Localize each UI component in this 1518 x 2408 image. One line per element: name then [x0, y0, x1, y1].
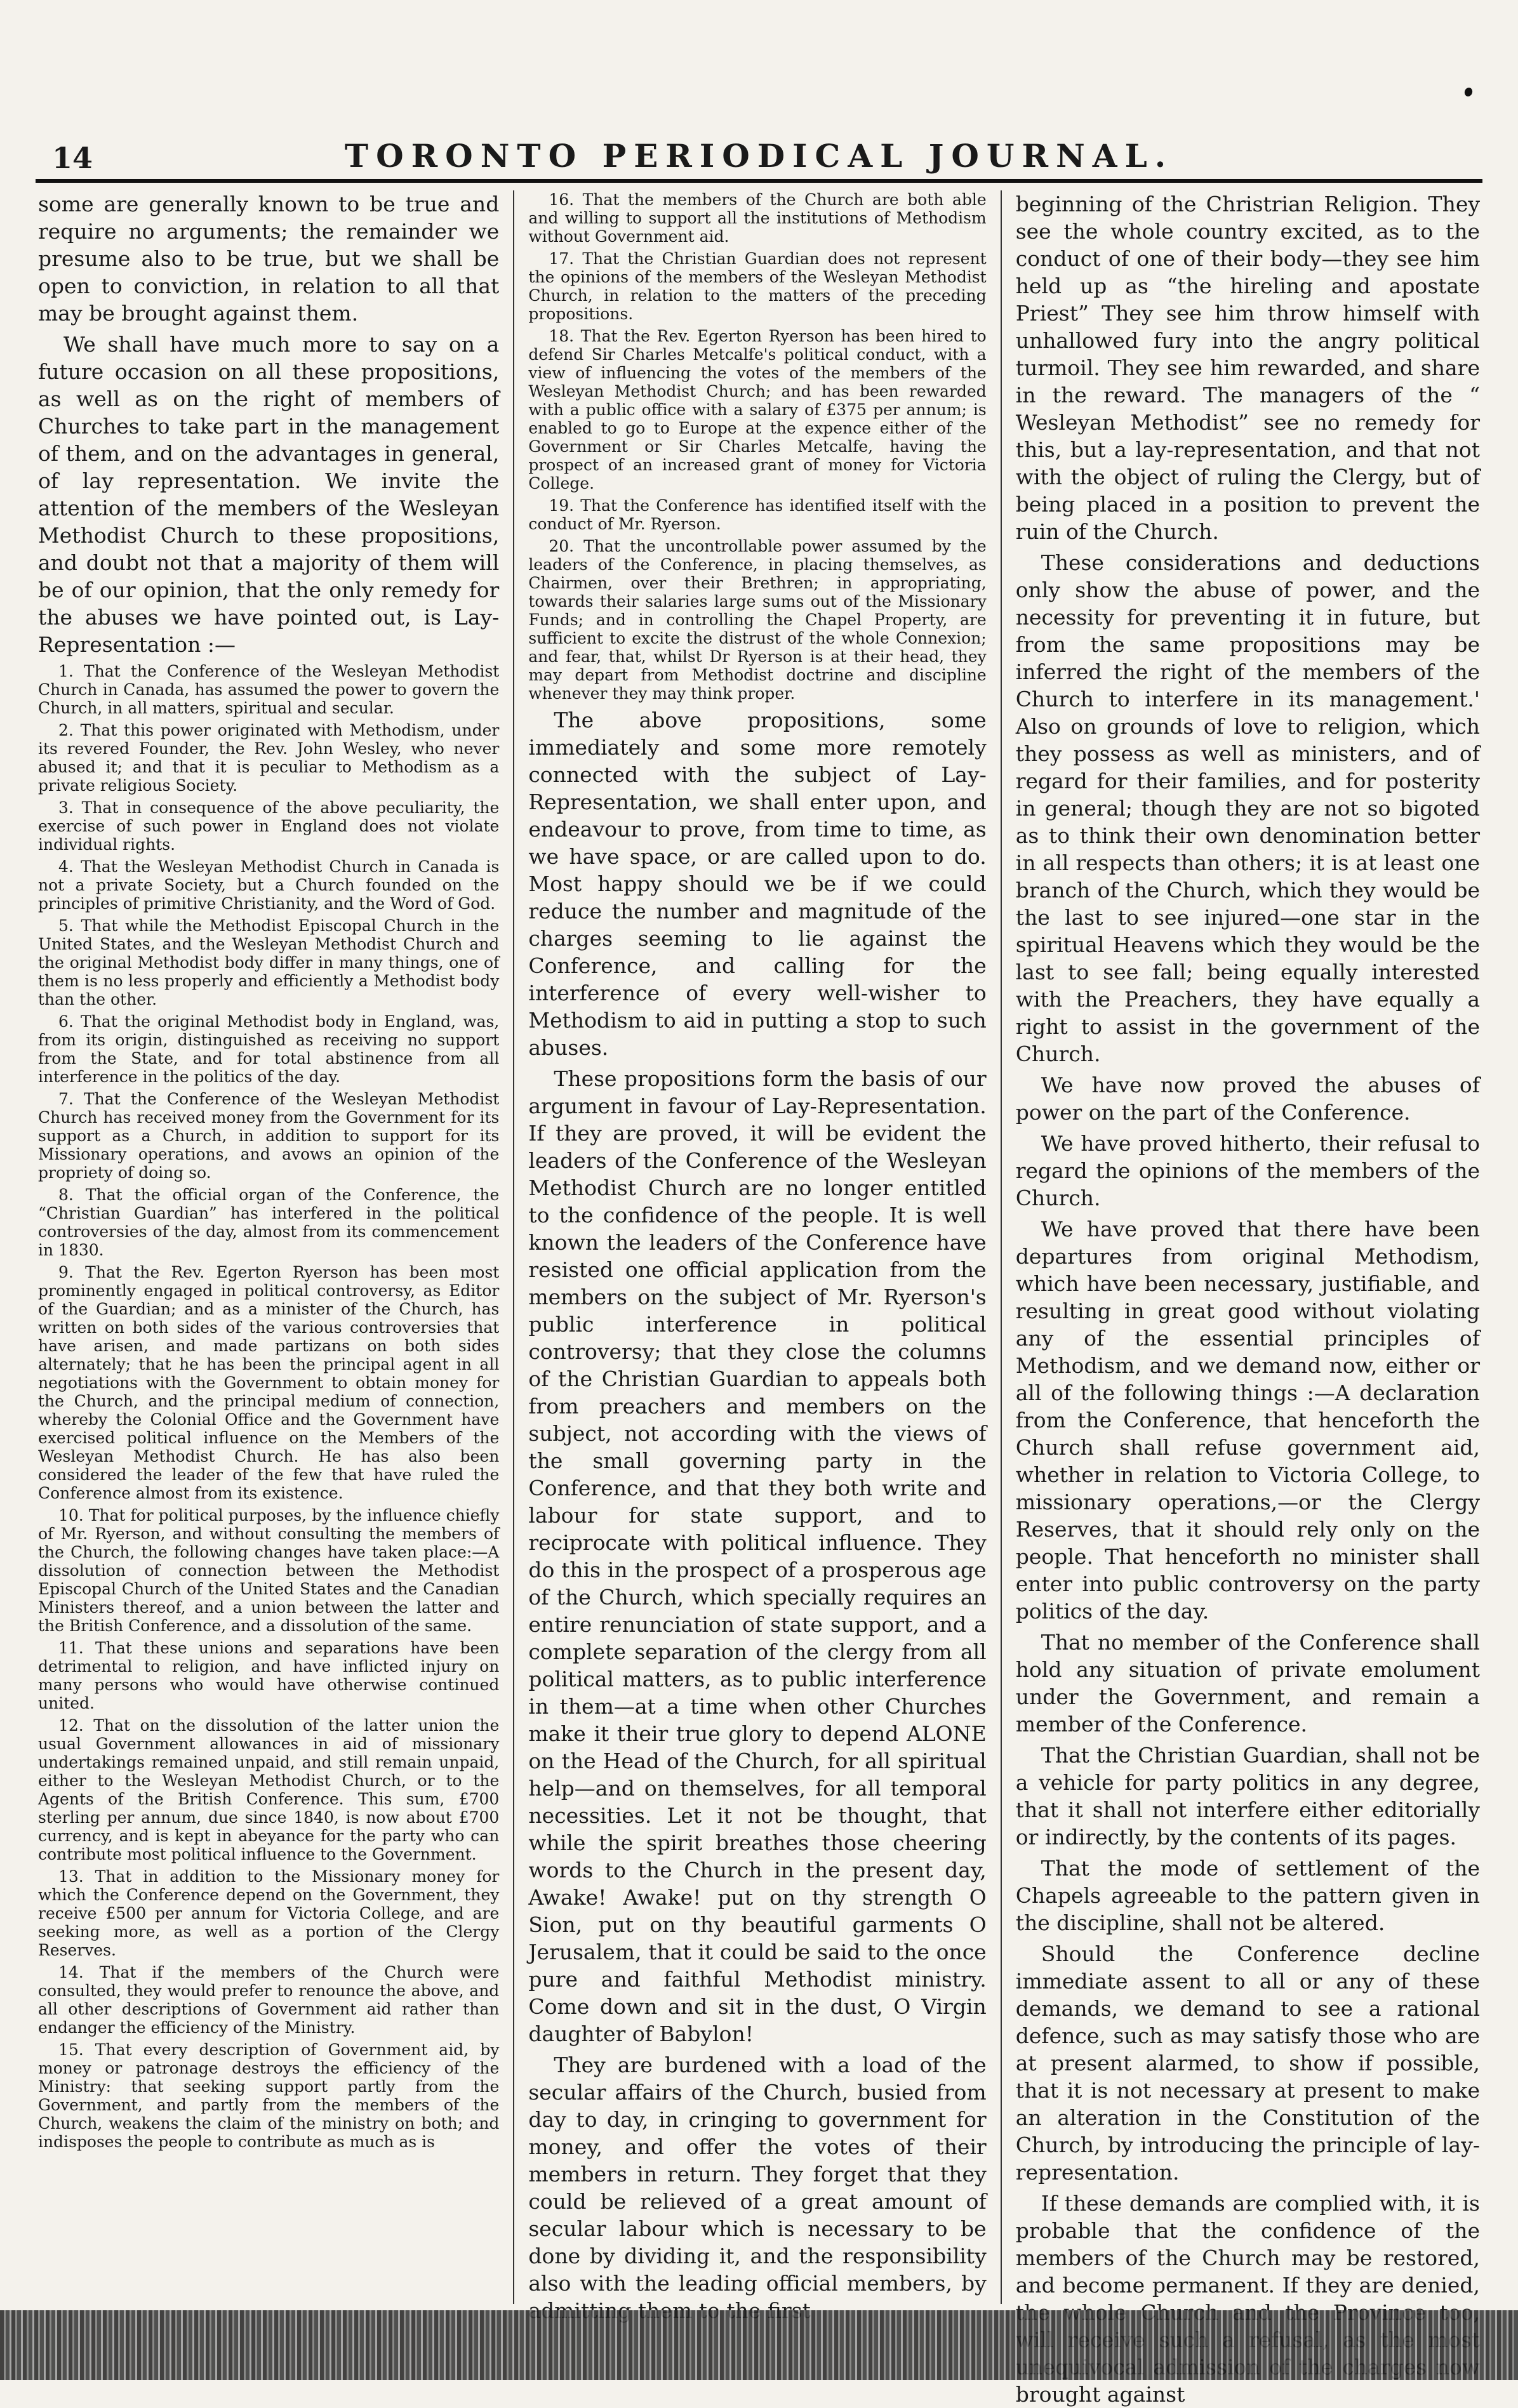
scan-edge: [0, 2310, 1518, 2380]
paragraph: We have now proved the abuses of power on the part of the Conference.: [1015, 1073, 1480, 1125]
paragraph: beginning of the Christrian Religion. They see the whole country excited, as to the conduct of one of their body—they see him held up as “the hireling and apostate Priest” They see him throw himself with unhallowed fury into the angry political turmoil. They see him rewarded, and share in the reward. The managers of the “ Wesleyan Methodist” see no remedy for this, but a lay-representation, and that not with the object of ruling the Clergy, but of being placed in a position to prevent the ruin of the Church.: [1015, 192, 1480, 544]
proposition: 19. That the Conference has identified itself with the conduct of Mr. Ryerson.: [528, 496, 987, 533]
paragraph: That the mode of settlement of the Chapels agreeable to the pattern given in the discipline, shall not be altered.: [1015, 1856, 1480, 1935]
proposition: 1. That the Conference of the Wesleyan Methodist Church in Canada, has assumed the power to govern the Church, in all matters, spiritual and secular.: [38, 662, 500, 717]
paragraph: That no member of the Conference shall hold any situation of private emolument under the Government, and remain a member of the Conference.: [1015, 1630, 1480, 1737]
proposition: 20. That the uncontrollable power assumed by the leaders of the Conference, in placing themselves, as Chairmen, over their Brethren; in appropriating, towards their salaries large sums out of the Missionary Funds; and in controlling the Chapel Property, are sufficient to excite the distrust of the whole Connexion; and fear, that, whilst Dr Ryerson is at their head, they may depart from Methodist doctrine and discipline whenever they may think proper.: [528, 537, 987, 703]
column-2: [513, 190, 1000, 2304]
proposition: 14. That if the members of the Church were consulted, they would prefer to renounce the above, and all other descriptions of Government aid rather than endanger the efficiency of the Ministry.: [38, 1963, 500, 2037]
paragraph: We have proved hitherto, their refusal to regard the opinions of the members of the Church.: [1015, 1131, 1480, 1210]
proposition: 8. That the official organ of the Conference, the “Christian Guardian” has interfered in the political controversies of the day, almost from its commencement in 1830.: [38, 1186, 500, 1259]
paragraph: These propositions form the basis of our argument in favour of Lay-Representation. If they are proved, it will be evident the leaders of the Conference of the Wesleyan Methodist Church are no longer entitled to the confidence of the people. It is well known the leaders of the Conference have resisted one official application from the members on the subject of Mr. Ryerson's public interference in political controversy; that they close the columns of the Christian Guardian to appeals both from preachers and members on the subject, not according with the views of the small governing party in the Conference, and that they both write and labour for state support, and to reciprocate with political influence. They do this in the prospect of a prosperous age of the Church, which specially requires an entire renunciation of state support, and a complete separation of the clergy from all political matters, as to public interference in them—at a time when other Churches make it their true glory to depend ALONE on the Head of the Church, for all spiritual help—and on themselves, for all temporal necessities. Let it not be thought, that while the spirit breathes those cheering words to the Church in the present day, Awake! Awake! put on thy strength O Sion, put on thy beautiful garments O Jerusalem, that it could be said to the once pure and faithful Methodist ministry. Come down and sit in the dust, O Virgin daughter of Babylon!: [528, 1066, 987, 2046]
proposition: 7. That the Conference of the Wesleyan Methodist Church has received money from the Government for its support as a Church, in addition to support for its Missionary operations, and avows an opinion of the propriety of doing so.: [38, 1090, 500, 1182]
paragraph: The above propositions, some immediately and some more remotely connected with the subject of Lay-Representation, we shall enter upon, and endeavour to prove, from time to time, as we have space, or are called upon to do. Most happy should we be if we could reduce the number and magnitude of the charges seeming to lie against the Conference, and calling for the interference of every well-wisher to Methodism to aid in putting a stop to such abuses.: [528, 708, 987, 1060]
paragraph: That the Christian Guardian, shall not be a vehicle for party politics in any degree, that it shall not interfere either editorially or indirectly, by the contents of its pages.: [1015, 1743, 1480, 1849]
proposition: 15. That every description of Government aid, by money or patronage destroys the efficiency of the Ministry: that seeking support partly from the Government, and partly from the members of the Church, weakens the claim of the ministry on both; and indisposes the people to contribute as much as is: [38, 2041, 500, 2151]
ink-mark: [1463, 86, 1474, 97]
proposition: 2. That this power originated with Methodism, under its revered Founder, the Rev. John Wesley, who never abused it; and that it is peculiar to Methodism as a private religious Society.: [38, 721, 500, 795]
paragraph: We shall have much more to say on a future occasion on all these propositions, as well as on the right of members of Churches to take part in the management of them, and on the advantages in general, of lay representation. We invite the attention of the members of the Wesleyan Methodist Church to these propositions, and doubt not that a majority of them will be of our opinion, that the only remedy for the abuses we have pointed out, is Lay-Representation :—: [38, 332, 500, 657]
paragraph: some are generally known to be true and require no arguments; the remainder we presume also to be true, but we shall be open to conviction, in relation to all that may be brought against them.: [38, 192, 500, 326]
proposition: 4. That the Wesleyan Methodist Church in Canada is not a private Society, but a Church founded on the principles of primitive Christianity, and the Word of God.: [38, 857, 500, 913]
journal-title: TORONTO PERIODICAL JOURNAL.: [344, 137, 1174, 175]
page-number: 14: [52, 141, 93, 175]
proposition: 18. That the Rev. Egerton Ryerson has been hired to defend Sir Charles Metcalfe's political conduct, with a view of influencing the votes of the members of the Wesleyan Methodist Church; and has been rewarded with a public office with a salary of £375 per annum; is enabled to go to Europe at the expence either of the Government or Sir Charles Metcalfe, having the prospect of an increased grant of money for Victoria College.: [528, 327, 987, 493]
proposition: 17. That the Christian Guardian does not represent the opinions of the members of the Wesleyan Methodist Church, in relation to the matters of the preceding propositions.: [528, 249, 987, 323]
page-header: [36, 133, 1482, 178]
proposition: 3. That in consequence of the above peculiarity, the exercise of such power in England does not violate individual rights.: [38, 798, 500, 854]
paragraph: These considerations and deductions only show the abuse of power, and the necessity for preventing it in future, but from the same propositions may be inferred the right of the members of the Church to interfere in its management.' Also on grounds of love to religion, which they possess as well as ministers, and of regard for their families, and for posterity in general; though they are not so bigoted as to think their own denomination better in all respects than others; it is at least one branch of the Church, which they would be the last to see injured—one star in the spiritual Heavens which they would be the last to see fall; being equally interested with the Preachers, they have equally a right to assist in the government of the Church.: [1015, 550, 1480, 1066]
paragraph: Should the Conference decline immediate assent to all or any of these demands, we demand to see a rational defence, such as may satisfy those who are at present alarmed, to show if possible, that it is not necessary at present to make an alteration in the Constitution of the Church, by introducing the principle of lay-representation.: [1015, 1942, 1480, 2185]
paragraph: They are burdened with a load of the secular affairs of the Church, busied from day to day, in cringing to government for money, and offer the votes of their members in return. They forget that they could be relieved of a great amount of secular labour which is necessary to be done by dividing it, and the responsibility also with the leading official members, by: [528, 2053, 987, 2296]
text-columns: [38, 190, 1480, 2407]
proposition: 6. That the original Methodist body in England, was, from its origin, distinguished as receiving no support from the State, and for total abstinence from all interference in the politics of the day.: [38, 1012, 500, 1086]
proposition: 11. That these unions and separations have been detrimental to religion, and have inflicted injury on many persons who would have otherwise continued united.: [38, 1639, 500, 1712]
column-3: [1001, 190, 1480, 2407]
proposition: 12. That on the dissolution of the latter union the usual Government allowances in aid of missionary undertakings remained unpaid, and still remain unpaid, either to the Wesleyan Methodist Church, or to the Agents of the British Conference. This sum, £700 sterling per annum, due since 1840, is now about £700 currency, and is kept in abeyance for the party who can contribute most political influence to the Government.: [38, 1716, 500, 1863]
proposition: 16. That the members of the Church are both able and willing to support all the institutions of Methodism without Government aid.: [528, 190, 987, 246]
proposition: 13. That in addition to the Missionary money for which the Conference depend on the Government, they receive £500 per annum for Victoria College, and are seeking more, as well as a portion of the Clergy Reserves.: [38, 1867, 500, 1959]
column-1: [38, 190, 513, 2304]
paragraph: If these demands are complied with, it is probable that the confidence of the members of the Church may be restored, and become permanent. If they are denied, brought against: [1015, 2191, 1480, 2407]
header-rule: [36, 179, 1482, 183]
proposition: 10. That for political purposes, by the influence chiefly of Mr. Ryerson, and without consulting the members of the Church, the following changes have taken place:—A dissolution of connection between the Methodist Episcopal Church of the United States and the Canadian Ministers thereof, and a union between the latter and the British Conference, and a dissolution of the same.: [38, 1506, 500, 1635]
paragraph: We have proved that there have been departures from original Methodism, which have been necessary, justifiable, and resulting in great good without violating any of the essential principles of Methodism, and we demand now, either or all of the following things :—A declaration from the Conference, that henceforth the Church shall refuse government aid, whether in relation to Victoria College, to missionary operations,—or the Clergy Reserves, that it should rely only on the people. That henceforth no minister shall enter into public controversy on the party politics of the day.: [1015, 1217, 1480, 1624]
proposition: 9. That the Rev. Egerton Ryerson has been most prominently engaged in political controversy, as Editor of the Guardian; and as a minister of the Church, has written on both sides of the various controversies that have arisen, and made partizans on both sides alternately; that he has been the principal agent in all negotiations with the Government to obtain money for the Church, and the principal medium of connection, whereby the Colonial Office and the Government have exercised political influence on the Members of the Wesleyan Methodist Church. He has also been considered the leader of the few that have ruled the Conference almost from its existence.: [38, 1263, 500, 1502]
proposition: 5. That while the Methodist Episcopal Church in the United States, and the Wesleyan Methodist Church and the original Methodist body differ in many things, one of them is no less properly and efficiently a Methodist body than the other.: [38, 916, 500, 1009]
